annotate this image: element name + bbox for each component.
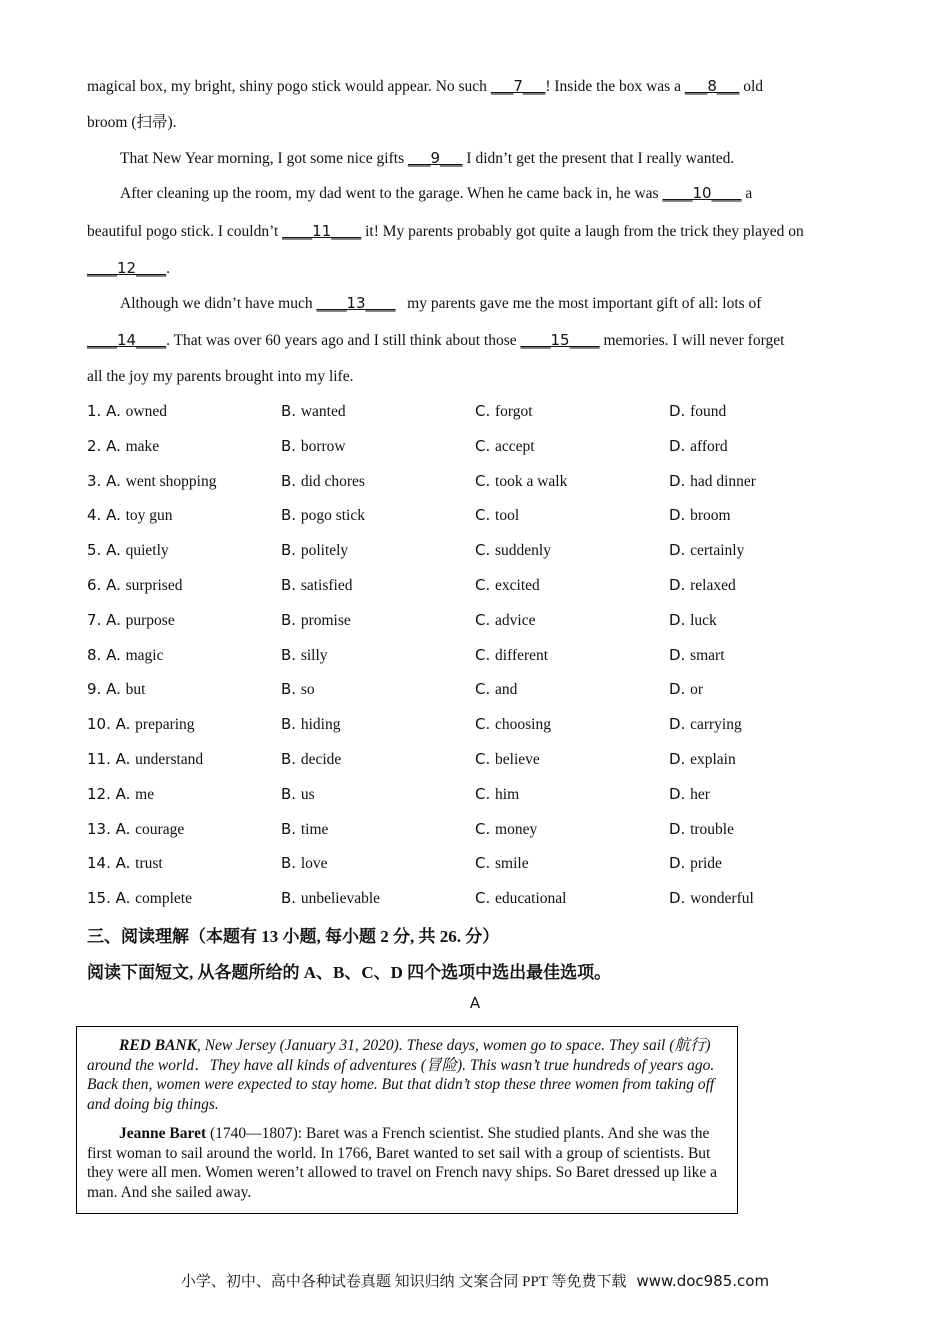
option-d (669, 854, 722, 873)
option-text: money (495, 820, 538, 838)
blank-11: ____11____ (282, 222, 362, 240)
option-text: magic (125, 646, 164, 664)
option-c (475, 437, 535, 456)
option-text: excited (495, 577, 540, 594)
option-text: borrow (300, 437, 346, 455)
option-c (475, 820, 537, 839)
option-text: found (690, 403, 727, 420)
passage-line-8 (87, 330, 784, 351)
option-b (281, 576, 352, 595)
option-label: 4. A. (87, 506, 126, 525)
option-label: C. (475, 436, 496, 455)
option-d (669, 785, 710, 804)
option-text: courage (135, 820, 185, 838)
option-c (475, 854, 529, 873)
option-d (669, 437, 728, 456)
option-label: B. (281, 402, 301, 420)
option-b (281, 646, 328, 665)
option-text: owned (125, 403, 167, 420)
passage-line-1 (87, 76, 763, 97)
option-a (87, 611, 175, 630)
option-text: silly (300, 646, 328, 664)
option-c (475, 785, 519, 804)
blank-10: ____10____ (662, 184, 742, 202)
option-label: 14. A. (87, 854, 136, 873)
option-text: relaxed (690, 577, 736, 594)
option-label: D. (669, 854, 691, 873)
option-b (281, 785, 315, 804)
option-b (281, 680, 315, 699)
section-heading: 三、阅读理解（本题有 13 小题, 每小题 2 分, 共 26. 分） (87, 927, 500, 946)
option-text: preparing (135, 716, 195, 734)
option-text: so (300, 681, 315, 699)
option-c (475, 611, 535, 630)
option-label: C. (475, 506, 496, 525)
option-d (669, 402, 726, 421)
box-paragraph-1 (87, 1036, 727, 1114)
option-text: believe (495, 751, 540, 768)
option-b (281, 750, 341, 769)
option-text: surprised (125, 577, 183, 594)
option-label: 10. A. (87, 715, 136, 734)
option-c (475, 750, 540, 769)
option-label: D. (669, 680, 691, 699)
blank-9: ___9___ (408, 149, 463, 167)
option-label: 8. A. (87, 645, 126, 664)
option-b (281, 472, 365, 491)
option-text: complete (135, 890, 192, 908)
footer-text: 小学、初中、高中各种试卷真题 知识归纳 文案合同 PPT 等免费下载 (180, 1274, 627, 1290)
option-b (281, 715, 340, 734)
option-label: 15. A. (87, 889, 136, 908)
option-c (475, 576, 540, 595)
text: ! Inside the box was a (545, 78, 685, 95)
option-text: carrying (690, 716, 742, 734)
text: beautiful pogo stick. I couldn’t (87, 223, 283, 240)
option-text: accept (495, 437, 535, 455)
option-text: suddenly (495, 542, 551, 560)
option-text: tool (495, 507, 520, 525)
option-c (475, 646, 548, 665)
option-label: C. (475, 819, 496, 838)
option-a (87, 646, 164, 665)
option-label: D. (669, 889, 691, 908)
option-label: B. (281, 506, 301, 525)
option-d (669, 541, 744, 560)
option-text: purpose (125, 611, 175, 629)
option-a (87, 472, 216, 491)
option-a (87, 402, 167, 421)
blank-7: ___7___ (490, 77, 546, 95)
option-text: educational (495, 890, 567, 908)
option-a (87, 715, 195, 734)
option-label: D. (669, 750, 691, 768)
option-d (669, 576, 736, 595)
option-b (281, 506, 365, 525)
passage-letter: A (469, 994, 481, 1012)
option-d (669, 646, 725, 665)
option-c (475, 715, 551, 734)
text: After cleaning up the room, my dad went to the garage. When he came back in, he was (120, 185, 663, 202)
option-c (475, 680, 517, 699)
option-text: satisfied (300, 577, 353, 594)
option-text: politely (300, 542, 349, 560)
option-text: toy gun (125, 507, 173, 525)
blank-15: ____15____ (520, 331, 600, 349)
option-text: certainly (690, 542, 745, 560)
option-d (669, 715, 742, 734)
option-label: B. (281, 784, 301, 803)
text: I didn’t get the present that I really wanted. (462, 150, 735, 167)
option-text: but (125, 681, 146, 699)
option-d (669, 611, 717, 630)
option-label: C. (475, 402, 496, 420)
option-text: broom (690, 507, 731, 525)
option-label: C. (475, 471, 496, 490)
dateline: RED BANK (119, 1037, 197, 1054)
option-label: 9. A. (87, 680, 126, 699)
option-label: C. (475, 750, 496, 768)
option-label: D. (669, 715, 691, 734)
option-label: D. (669, 610, 691, 629)
option-text: wonderful (690, 890, 754, 908)
option-label: 11. A. (87, 750, 136, 768)
option-label: C. (475, 610, 496, 629)
text: , New Jersey (January 31, 2020). These days, women go to space. They sail (航行) around the world．They have all kinds of adventures (冒险). This wasn’t true hundreds of years ago. Back then, women were expected to stay home. But that didn’t stop these three women from taking off and doing big things. (87, 1037, 715, 1113)
option-text: smart (690, 646, 725, 664)
option-label: 2. A. (87, 436, 126, 455)
option-label: C. (475, 576, 496, 594)
option-label: B. (281, 471, 301, 490)
option-label: B. (281, 819, 301, 838)
option-b (281, 611, 351, 630)
blank-13: ____13____ (316, 294, 396, 312)
option-text: understand (135, 751, 204, 768)
option-d (669, 820, 734, 839)
passage-line-4 (120, 183, 752, 204)
option-label: B. (281, 436, 301, 455)
option-a (87, 889, 192, 908)
option-a (87, 854, 163, 873)
option-label: 3. A. (87, 471, 126, 490)
passage-line-2: broom (扫帚). (87, 114, 177, 131)
reading-passage-box (76, 1026, 738, 1214)
text: a (741, 185, 753, 202)
option-label: D. (669, 819, 691, 838)
option-text: us (300, 785, 315, 803)
option-label: B. (281, 715, 301, 734)
option-b (281, 820, 328, 839)
passage-line-6 (87, 258, 170, 279)
option-c (475, 889, 566, 908)
option-c (475, 472, 567, 491)
option-c (475, 541, 551, 560)
option-a (87, 785, 154, 804)
option-label: D. (669, 506, 691, 525)
option-text: forgot (495, 403, 533, 420)
passage-line-5 (87, 221, 804, 242)
text: it! My parents probably got quite a laugh from the trick they played on (361, 223, 804, 240)
option-a (87, 820, 184, 839)
option-label: C. (475, 645, 496, 664)
option-b (281, 541, 348, 560)
option-label: C. (475, 784, 496, 803)
footer-url: www.doc985.com (636, 1272, 770, 1290)
blank-14: ____14____ (87, 331, 167, 349)
option-text: quietly (125, 542, 169, 560)
option-label: 7. A. (87, 610, 126, 629)
option-text: went shopping (125, 472, 217, 490)
option-text: or (690, 681, 704, 699)
option-label: D. (669, 471, 691, 490)
option-label: C. (475, 715, 496, 734)
option-label: B. (281, 854, 301, 873)
text: (1740—1807): Baret was a French scientist. She studied plants. And she was the first woman to sail around the world. In 1766, Baret wanted to set sail with a group of scientists. But they were all men. Women weren’t allowed to travel on French navy ships. So Baret dressed up like a man. And she sailed away. (87, 1125, 718, 1201)
option-label: D. (669, 576, 691, 594)
passage-line-9: all the joy my parents brought into my life. (87, 368, 354, 385)
option-text: make (125, 437, 160, 455)
blank-8: ___8___ (684, 77, 740, 95)
option-label: C. (475, 541, 496, 560)
option-d (669, 680, 703, 699)
option-label: B. (281, 610, 301, 629)
option-b (281, 402, 346, 421)
option-label: 13. A. (87, 819, 136, 838)
person-name: Jeanne Baret (119, 1125, 207, 1142)
text: memories. I will never forget (599, 332, 785, 349)
option-b (281, 437, 346, 456)
option-d (669, 472, 756, 491)
option-text: unbelievable (300, 890, 381, 908)
option-text: promise (300, 611, 351, 629)
option-c (475, 506, 519, 525)
passage-line-3 (120, 148, 734, 169)
text: . That was over 60 years ago and I still think about those (166, 332, 521, 349)
option-text: had dinner (690, 472, 756, 490)
text: That New Year morning, I got some nice gifts (120, 150, 408, 167)
option-text: her (690, 785, 710, 803)
option-d (669, 889, 754, 908)
box-paragraph-2 (87, 1124, 727, 1202)
option-text: pride (690, 855, 722, 873)
option-text: me (135, 785, 155, 803)
option-text: explain (690, 751, 736, 768)
option-d (669, 750, 736, 769)
option-label: 1. A. (87, 402, 126, 420)
option-text: different (495, 646, 549, 664)
option-text: pogo stick (300, 507, 365, 525)
option-text: and (495, 681, 518, 699)
option-label: B. (281, 541, 301, 560)
option-b (281, 889, 380, 908)
option-a (87, 576, 182, 595)
option-b (281, 854, 328, 873)
option-label: D. (669, 436, 691, 455)
option-label: B. (281, 680, 301, 699)
option-text: hiding (300, 716, 341, 734)
option-text: trust (135, 855, 163, 873)
option-text: luck (690, 611, 717, 629)
option-label: 5. A. (87, 541, 126, 560)
option-text: smile (495, 855, 529, 873)
option-a (87, 506, 173, 525)
section-instruction: 阅读下面短文, 从各题所给的 A、B、C、D 四个选项中选出最佳选项。 (87, 963, 612, 982)
option-label: D. (669, 784, 691, 803)
page-footer (0, 1270, 950, 1291)
option-text: took a walk (495, 472, 568, 490)
option-label: B. (281, 750, 301, 768)
option-text: did chores (300, 472, 365, 490)
option-text: advice (495, 611, 536, 629)
option-label: B. (281, 576, 301, 594)
text: old (739, 78, 764, 95)
option-label: C. (475, 889, 496, 908)
option-label: 12. A. (87, 784, 136, 803)
option-text: decide (300, 751, 342, 768)
option-label: 6. A. (87, 576, 126, 594)
text: magical box, my bright, shiny pogo stick would appear. No such (87, 78, 491, 95)
text: my parents gave me the most important gift of all: lots of (395, 295, 762, 312)
option-c (475, 402, 533, 421)
text: . (166, 260, 170, 277)
option-a (87, 750, 203, 769)
blank-12: ____12____ (87, 259, 167, 277)
option-a (87, 541, 169, 560)
passage-line-7 (120, 293, 761, 314)
option-text: love (300, 855, 328, 873)
option-label: C. (475, 854, 496, 873)
option-text: wanted (300, 403, 346, 420)
text: Although we didn’t have much (120, 295, 317, 312)
option-label: D. (669, 402, 691, 420)
option-text: trouble (690, 820, 734, 838)
option-label: B. (281, 889, 301, 908)
option-text: choosing (495, 716, 551, 734)
option-label: D. (669, 645, 691, 664)
option-text: him (495, 785, 520, 803)
option-text: time (300, 820, 329, 838)
option-a (87, 437, 159, 456)
option-d (669, 506, 731, 525)
option-label: D. (669, 541, 691, 560)
option-text: afford (690, 437, 728, 455)
option-label: B. (281, 645, 301, 664)
option-a (87, 680, 145, 699)
option-label: C. (475, 680, 496, 699)
